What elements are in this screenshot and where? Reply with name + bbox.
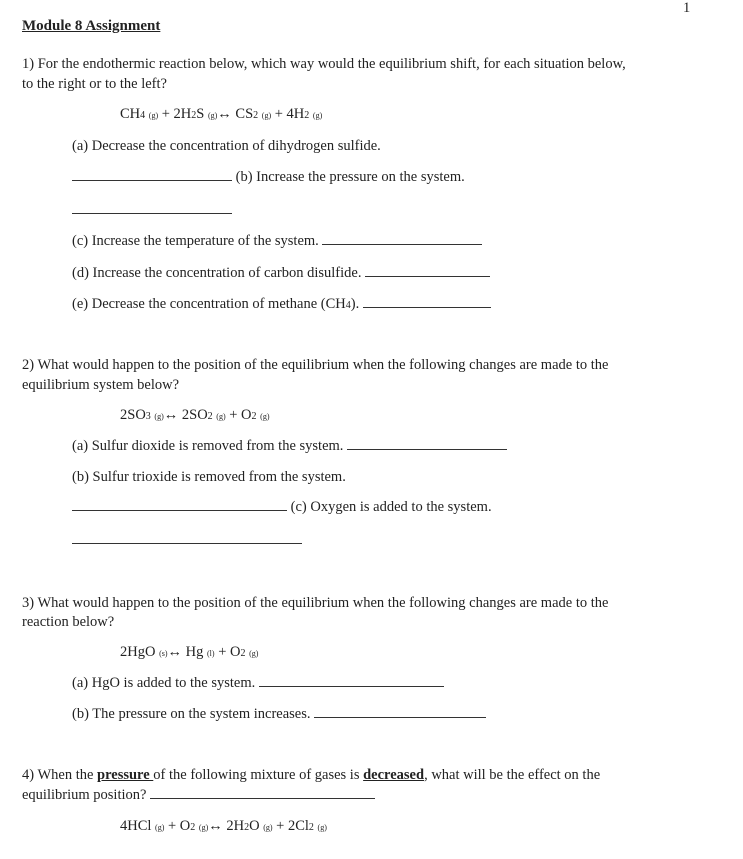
- q1-part-d-row: [72, 265, 490, 282]
- q4-answer-blank[interactable]: [150, 798, 375, 799]
- q1-a-answer-blank[interactable]: [72, 180, 232, 181]
- q1-b-answer-blank[interactable]: [72, 213, 232, 214]
- q2-equation: 2SO3 (g)↔ 2SO2 (g) + O2 (g): [120, 407, 270, 423]
- q1-part-d: (d) Increase the concentration of carbon disulfide.: [72, 265, 362, 281]
- q3-b-answer-blank[interactable]: [314, 717, 486, 718]
- q3-part-a-row: [72, 675, 444, 692]
- q1-part-c: (c) Increase the temperature of the system.: [72, 233, 319, 249]
- q2-part-c: (c) Oxygen is added to the system.: [290, 499, 492, 515]
- q1-d-answer-blank[interactable]: [365, 276, 490, 277]
- q3-text-line1: 3) What would happen to the position of the equilibrium when the following changes are made to the: [22, 595, 609, 611]
- q1-text-line2: to the right or to the left?: [22, 76, 167, 92]
- q2-a-answer-blank[interactable]: [347, 449, 507, 450]
- q4-equation: 4HCl (g) + O2 (g)↔ 2H2O (g) + 2Cl2 (g): [120, 818, 327, 834]
- page-title: Module 8 Assignment: [22, 18, 161, 34]
- q2-c-answer-blank[interactable]: [72, 543, 302, 544]
- q1-part-b-row: [72, 169, 465, 186]
- q3-part-b-row: [72, 706, 486, 723]
- q1-part-a: (a) Decrease the concentration of dihydrogen sulfide.: [72, 138, 381, 154]
- q3-equation: 2HgO (s)↔ Hg (l) + O2 (g): [120, 644, 259, 660]
- equilibrium-arrow-icon: ↔: [167, 644, 183, 660]
- q1-part-b: (b) Increase the pressure on the system.: [235, 169, 465, 185]
- q2-text-line1: 2) What would happen to the position of the equilibrium when the following changes are made to the: [22, 357, 609, 373]
- q2-part-a: (a) Sulfur dioxide is removed from the system.: [72, 438, 344, 454]
- q1-e-answer-blank[interactable]: [363, 307, 491, 308]
- q2-part-b: (b) Sulfur trioxide is removed from the system.: [72, 469, 346, 485]
- q1-equation: CH4 (g) + 2H2S (g)↔ CS2 (g) + 4H2 (g): [120, 106, 323, 122]
- page-number: 1: [683, 0, 691, 16]
- equilibrium-arrow-icon: ↔: [163, 407, 179, 423]
- q1-part-e: (e) Decrease the concentration of methane (CH4).: [72, 296, 360, 312]
- q2-part-c-row: [72, 499, 492, 516]
- equilibrium-arrow-icon: ↔: [208, 818, 223, 834]
- q2-text-line2: equilibrium system below?: [22, 377, 180, 393]
- equilibrium-arrow-icon: ↔: [217, 106, 232, 122]
- q1-part-e-row: [72, 296, 491, 313]
- q1-c-answer-blank[interactable]: [322, 244, 482, 245]
- q2-part-a-row: [72, 438, 507, 455]
- q2-b-answer-blank[interactable]: [72, 510, 287, 511]
- q3-part-a: (a) HgO is added to the system.: [72, 675, 256, 691]
- q4-text-line2: equilibrium position?: [22, 787, 375, 804]
- q3-part-b: (b) The pressure on the system increases.: [72, 706, 311, 722]
- q1-part-c-row: [72, 233, 482, 250]
- q1-text-line1: 1) For the endothermic reaction below, which way would the equilibrium shift, for each situation below,: [22, 56, 626, 72]
- q3-a-answer-blank[interactable]: [259, 686, 444, 687]
- q3-text-line2: reaction below?: [22, 614, 115, 630]
- q4-text-line1: 4) When the pressure of the following mixture of gases is decreased, what will be the effect on the: [22, 767, 601, 783]
